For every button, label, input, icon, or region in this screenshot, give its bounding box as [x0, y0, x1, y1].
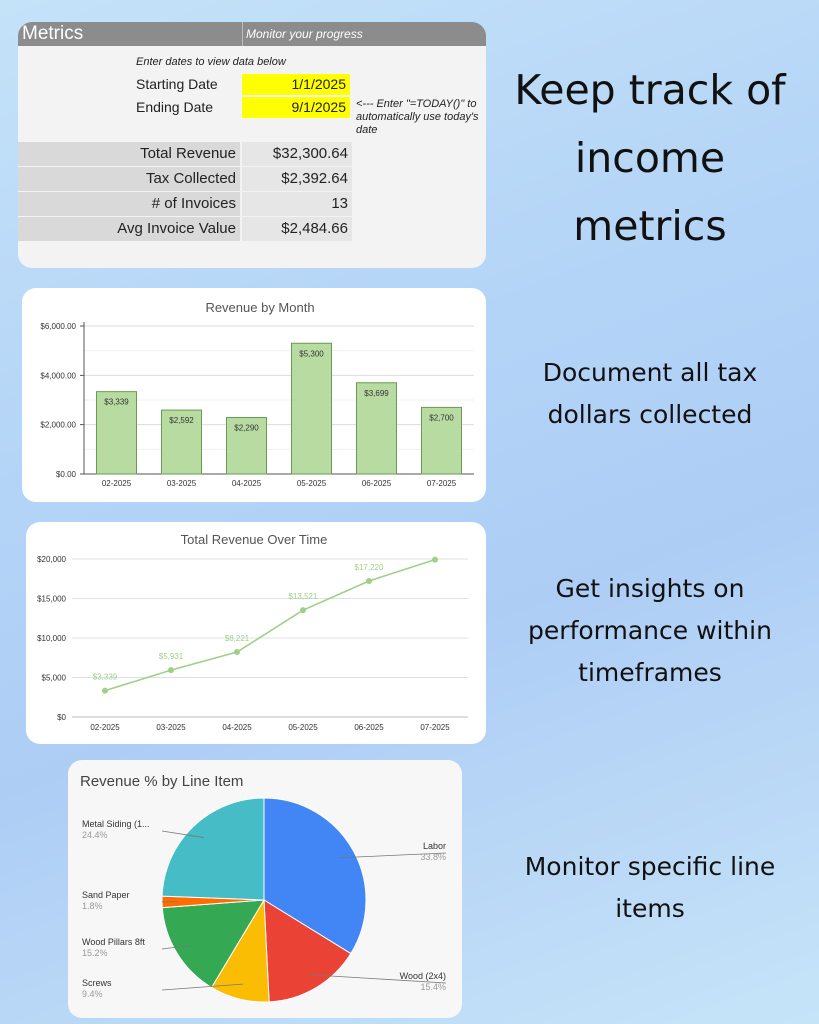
- x-tick-label: 03-2025: [156, 723, 186, 732]
- line-chart-title: Total Revenue Over Time: [180, 532, 328, 547]
- y-tick-label: $0.00: [55, 470, 76, 479]
- metric-value[interactable]: $32,300.64: [242, 142, 352, 166]
- slice-percent: 24.4%: [82, 830, 108, 840]
- slice-percent: 1.8%: [82, 901, 103, 911]
- point-data-label: $3,339: [92, 672, 118, 682]
- slice-percent: 15.2%: [82, 948, 108, 958]
- bar-data-label: $3,699: [364, 388, 389, 398]
- x-tick-label: 02-2025: [90, 723, 120, 732]
- x-tick-label: 05-2025: [288, 723, 318, 732]
- point-data-label: $17,220: [354, 562, 384, 572]
- slice-label: Metal Siding (1...: [82, 819, 150, 829]
- metric-row-avg-invoice: [18, 217, 352, 241]
- total-revenue-over-time-card: [26, 522, 486, 744]
- x-tick-label: 03-2025: [166, 479, 197, 488]
- main-heading: Keep track of income metrics: [514, 66, 786, 250]
- x-tick-label: 04-2025: [222, 723, 252, 732]
- metric-label: Avg Invoice Value: [18, 217, 240, 241]
- data-point[interactable]: [366, 578, 372, 584]
- x-tick-label: 05-2025: [296, 479, 327, 488]
- starting-date-label: Starting Date: [136, 76, 218, 92]
- data-point[interactable]: [300, 607, 306, 613]
- slice-label: Sand Paper: [82, 890, 130, 900]
- metrics-title: Metrics: [22, 23, 84, 44]
- bar-data-label: $3,339: [104, 397, 129, 407]
- metrics-subtitle: Monitor your progress: [246, 27, 363, 41]
- slice-percent: 15.4%: [420, 982, 446, 992]
- today-hint: <--- Enter "=TODAY()" to automatically use today's date: [356, 98, 479, 136]
- point-data-label: $13,521: [288, 592, 318, 602]
- revenue-by-line-item-card: [68, 760, 462, 1018]
- y-tick-label: $0: [57, 713, 66, 722]
- y-tick-label: $4,000.00: [40, 371, 76, 381]
- slice-percent: 33.8%: [420, 852, 446, 862]
- starting-date-input[interactable]: 1/1/2025: [242, 74, 350, 95]
- x-tick-label: 07-2025: [420, 723, 450, 732]
- x-tick-label: 06-2025: [354, 723, 384, 732]
- ending-date-input[interactable]: 9/1/2025: [242, 97, 350, 118]
- metric-value[interactable]: $2,392.64: [242, 167, 352, 191]
- revenue-by-line-item-chart: [68, 760, 462, 1018]
- metric-row-total-revenue: [18, 142, 352, 166]
- point-data-label: $8,221: [224, 634, 250, 644]
- y-tick-label: $20,000: [37, 555, 66, 564]
- slice-label: Wood (2x4): [399, 971, 446, 981]
- y-tick-label: $10,000: [37, 634, 66, 643]
- x-tick-label: 04-2025: [231, 479, 262, 488]
- ending-date-label: Ending Date: [136, 99, 214, 115]
- slice-label: Screws: [82, 978, 112, 988]
- slice-percent: 9.4%: [82, 989, 103, 999]
- bar-data-label: $2,290: [234, 423, 259, 433]
- metric-value[interactable]: 13: [242, 192, 352, 216]
- metric-value[interactable]: $2,484.66: [242, 217, 352, 241]
- data-point[interactable]: [432, 557, 438, 563]
- bar-data-label: $2,592: [169, 416, 194, 426]
- revenue-by-month-card: [22, 288, 486, 502]
- y-tick-label: $15,000: [37, 594, 66, 604]
- data-point[interactable]: [234, 649, 240, 655]
- date-instruction: Enter dates to view data below: [136, 56, 286, 68]
- data-point[interactable]: [102, 688, 108, 694]
- metric-label: Total Revenue: [18, 142, 240, 166]
- y-tick-label: $2,000.00: [40, 420, 76, 430]
- metric-label: # of Invoices: [18, 192, 240, 216]
- bar-data-label: $2,700: [429, 413, 454, 423]
- metric-row-invoice-count: [18, 192, 352, 216]
- metrics-header: [18, 22, 486, 46]
- pie-chart-title: Revenue % by Line Item: [80, 773, 244, 790]
- x-tick-label: 07-2025: [426, 479, 457, 488]
- slice-label: Labor: [422, 841, 446, 851]
- revenue-by-month-chart: [22, 288, 486, 502]
- metrics-panel: [18, 22, 486, 268]
- x-tick-label: 02-2025: [101, 479, 132, 488]
- metric-label: Tax Collected: [18, 167, 240, 191]
- caption-insights: Get insights on performance within timeframes: [528, 574, 772, 687]
- total-revenue-over-time-chart: [26, 522, 486, 744]
- metric-row-tax-collected: [18, 167, 352, 191]
- caption-tax: Document all tax dollars collected: [542, 358, 758, 429]
- x-tick-label: 06-2025: [361, 479, 392, 488]
- header-divider: [242, 22, 243, 46]
- bar-data-label: $5,300: [299, 349, 324, 359]
- series-line: [105, 560, 435, 691]
- bar-chart-title: Revenue by Month: [205, 300, 315, 315]
- y-tick-label: $5,000: [41, 673, 66, 683]
- data-point[interactable]: [168, 667, 174, 673]
- slice-label: Wood Pillars 8ft: [82, 937, 145, 947]
- point-data-label: $5,931: [158, 652, 184, 662]
- caption-line-items: Monitor specific line items: [524, 852, 776, 923]
- bar[interactable]: [292, 343, 332, 474]
- y-tick-label: $6,000.00: [40, 322, 76, 331]
- pie-slice[interactable]: [162, 798, 264, 900]
